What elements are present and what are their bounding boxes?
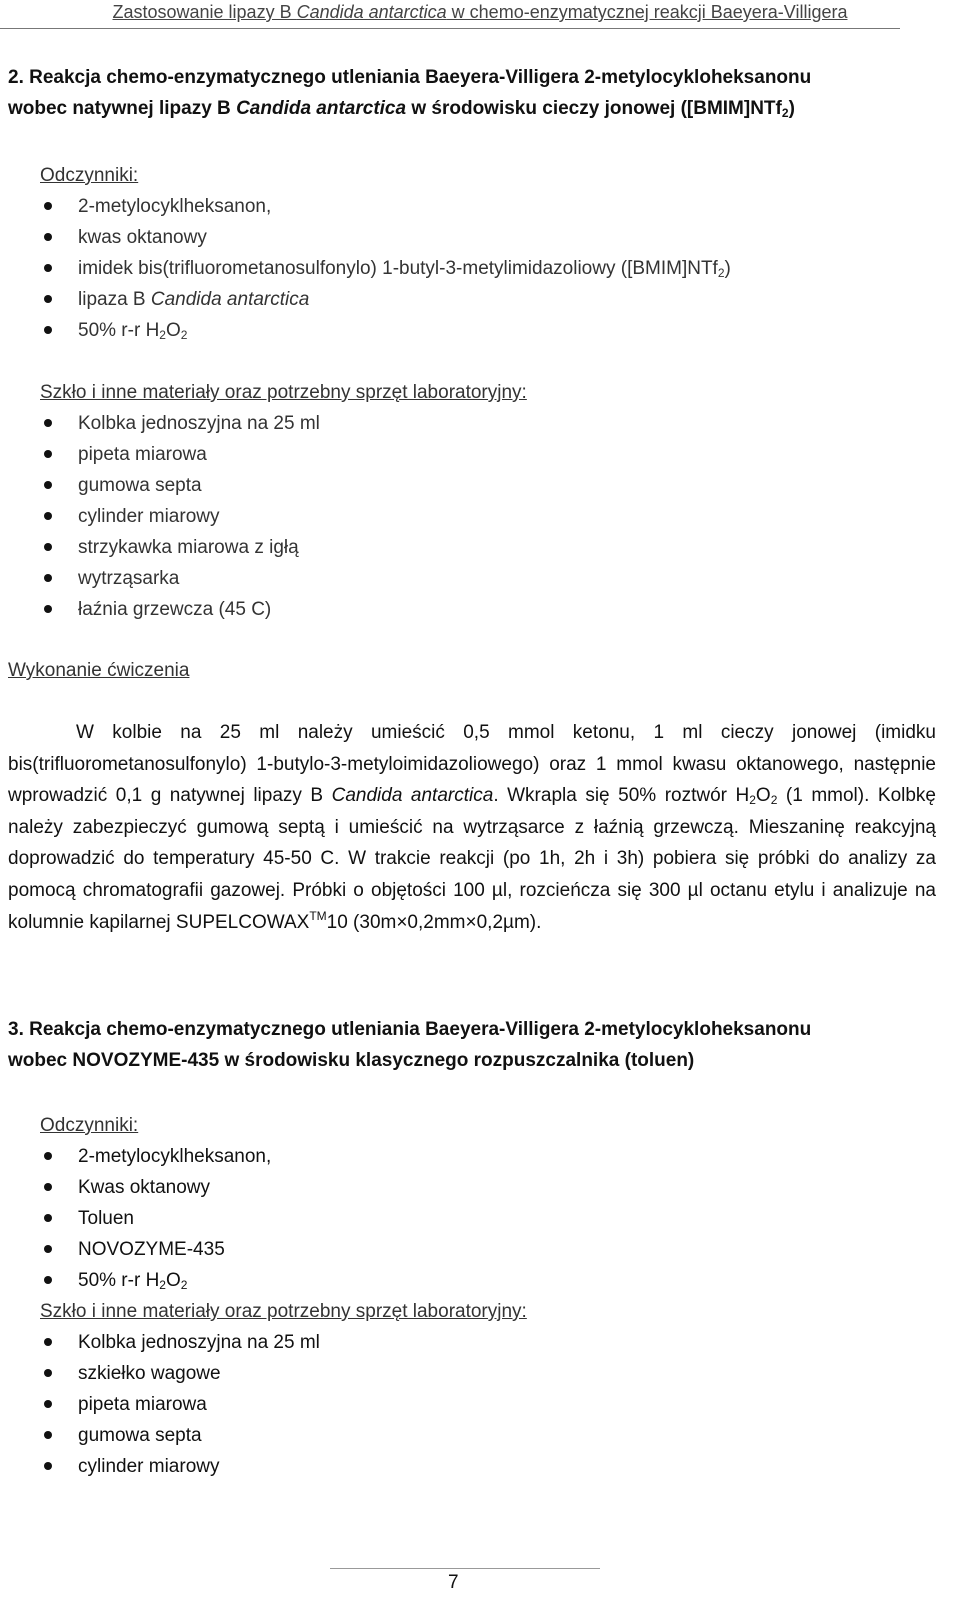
section-2-reagents [40, 160, 960, 346]
item-text [78, 258, 731, 279]
section-3-title-line1: 3. Reakcja chemo-enzymatycznego utleniania Baeyera-Villigera 2-metylocykloheksanonu [8, 1019, 812, 1040]
list-item [8, 1141, 960, 1172]
header-text-end: w chemo-enzymatycznej reakcji Baeyera-Villigera [446, 2, 848, 22]
equipment-list [8, 1327, 960, 1482]
item-sub: 2 [159, 1278, 166, 1292]
reagents-list [8, 1141, 960, 1296]
section-2-title [8, 62, 938, 124]
reagents-heading: Odczynniki: [40, 165, 139, 186]
bullet-icon [44, 605, 52, 613]
item-italic: Candida antarctica [150, 289, 310, 310]
item-text: cylinder miarowy [78, 506, 220, 527]
item-text: gumowa septa [78, 1425, 202, 1446]
item-text: kwas oktanowy [78, 227, 207, 248]
header-text: Zastosowanie lipazy B [112, 2, 297, 22]
item-text [78, 1270, 187, 1291]
list-item [8, 1389, 960, 1420]
bullet-icon [44, 450, 52, 458]
para-part: O [755, 785, 771, 807]
equipment-heading: Szkło i inne materiały oraz potrzebny sprzęt laboratoryjny: [40, 1301, 527, 1322]
item-text: wytrząsarka [78, 568, 180, 589]
item-sub: 2 [717, 266, 725, 280]
bullet-icon [44, 543, 52, 551]
list-item [8, 1265, 960, 1296]
title-italic: Candida antarctica [236, 98, 407, 119]
bullet-icon [44, 419, 52, 427]
item-part: O [165, 1270, 181, 1291]
list-item [8, 408, 960, 439]
reagents-list [8, 191, 960, 346]
section-2-equipment [40, 377, 960, 625]
item-text: cylinder miarowy [78, 1456, 220, 1477]
bullet-icon [44, 1400, 52, 1408]
title-part: w środowisku cieczy jonowej ([BMIM]NTf [406, 98, 782, 119]
section-2 [8, 62, 938, 124]
item-text: Kolbka jednoszyjna na 25 ml [78, 1332, 320, 1353]
page-number: 7 [448, 1572, 459, 1593]
item-part: ) [724, 258, 731, 279]
running-header [0, 0, 960, 24]
item-text: Kwas oktanowy [78, 1177, 211, 1198]
procedure-paragraph [8, 717, 936, 938]
section-3-title [8, 1014, 938, 1076]
item-part: 50% r-r H [78, 1270, 160, 1291]
header-italic: Candida antarctica [296, 2, 447, 22]
bullet-icon [44, 512, 52, 520]
bullet-icon [44, 202, 52, 210]
item-text: szkiełko wagowe [78, 1363, 221, 1384]
list-item [8, 191, 960, 222]
section-3 [8, 1014, 938, 1076]
section-3-equipment [40, 1296, 960, 1482]
item-text [78, 320, 187, 341]
para-part: 10 (30m×0,2mm×0,2µm). [326, 911, 542, 933]
item-text: pipeta miarowa [78, 1394, 207, 1415]
para-part: W kolbie na 25 ml należy umieścić 0,5 mmol ketonu, 1 ml cieczy jonowej (imidku bis(trifluorometanosulfonylo) 1-butylo-3-metyloimidazoliowego) oraz 1 mmol kwasu oktanowego, następnie wprowadzić 0,1 g natywnej lipazy B [8, 722, 936, 807]
bullet-icon [44, 1462, 52, 1470]
item-text: NOVOZYME-435 [78, 1239, 225, 1260]
bullet-icon [44, 481, 52, 489]
list-item [8, 470, 960, 501]
item-part: 50% r-r H [78, 320, 160, 341]
bullet-icon [44, 1245, 52, 1253]
para-sup: TM [309, 908, 327, 923]
section-2-procedure [8, 655, 938, 686]
equipment-list [8, 408, 960, 625]
bullet-icon [44, 1152, 52, 1160]
bullet-icon [44, 1431, 52, 1439]
title-part: wobec natywnej lipazy B [8, 98, 237, 119]
list-item [8, 1203, 960, 1234]
section-2-procedure-text [8, 717, 938, 938]
list-item [8, 1358, 960, 1389]
item-part: O [165, 320, 181, 341]
item-sub: 2 [180, 1278, 188, 1292]
list-item [8, 1327, 960, 1358]
item-text: Toluen [78, 1208, 134, 1229]
item-text: 2-metylocyklheksanon, [78, 196, 272, 217]
para-sub: 2 [749, 793, 756, 808]
item-sub: 2 [159, 328, 166, 342]
bullet-icon [44, 233, 52, 241]
bullet-icon [44, 1369, 52, 1377]
para-sub: 2 [770, 793, 778, 808]
item-part: imidek bis(trifluorometanosulfonylo) 1-butyl-3-metylimidazoliowy ([BMIM]NTf [78, 258, 718, 279]
bullet-icon [44, 1183, 52, 1191]
item-text: pipeta miarowa [78, 444, 207, 465]
list-item [8, 222, 960, 253]
reagents-heading: Odczynniki: [40, 1115, 139, 1136]
bullet-icon [44, 574, 52, 582]
para-italic: Candida antarctica [331, 785, 494, 807]
bullet-icon [44, 1214, 52, 1222]
list-item [8, 1172, 960, 1203]
title-part: ) [788, 98, 795, 119]
section-2-title-line2 [8, 93, 938, 124]
item-text: gumowa septa [78, 475, 202, 496]
item-text: strzykawka miarowa z igłą [78, 537, 299, 558]
list-item [8, 532, 960, 563]
item-text: łaźnia grzewcza (45 C) [78, 599, 272, 620]
title-sub: 2 [781, 106, 789, 120]
header-rule [0, 28, 900, 29]
item-text: 2-metylocyklheksanon, [78, 1146, 272, 1167]
footer-rule [330, 1568, 600, 1569]
list-item [8, 315, 960, 346]
section-2-title-line1: 2. Reakcja chemo-enzymatycznego utleniania Baeyera-Villigera 2-metylocykloheksanonu [8, 67, 812, 88]
procedure-heading: Wykonanie ćwiczenia [8, 660, 190, 681]
list-item [8, 594, 960, 625]
bullet-icon [44, 1276, 52, 1284]
section-3-reagents [40, 1110, 960, 1296]
item-text: Kolbka jednoszyjna na 25 ml [78, 413, 320, 434]
list-item [8, 1451, 960, 1482]
list-item [8, 1420, 960, 1451]
bullet-icon [44, 264, 52, 272]
section-3-title-line2: wobec NOVOZYME-435 w środowisku klasycznego rozpuszczalnika (toluen) [8, 1050, 695, 1071]
bullet-icon [44, 326, 52, 334]
para-part: (1 mmol). Kolbkę należy zabezpieczyć gumową septą i umieścić na wytrząsarce z łaźnią grzewczą. Mieszaninę reakcyjną doprowadzić do temperatury 45-50 C. W trakcie reakcji (po 1h, 2h i 3h) pobiera się próbki do analizy za pomocą chromatografii gazowej. Próbki o objętości 100 µl, rozcieńcza się 300 µl octanu etylu i analizuje na kolumnie kapilarnej SUPELCOWAX [8, 785, 937, 933]
list-item [8, 1234, 960, 1265]
bullet-icon [44, 1338, 52, 1346]
item-sub: 2 [180, 328, 188, 342]
list-item [8, 563, 960, 594]
item-text [78, 289, 309, 310]
para-part: . Wkrapla się 50% roztwór H [493, 785, 750, 807]
list-item [8, 253, 960, 284]
list-item [8, 501, 960, 532]
equipment-heading: Szkło i inne materiały oraz potrzebny sprzęt laboratoryjny: [40, 382, 527, 403]
bullet-icon [44, 295, 52, 303]
item-part: lipaza B [78, 289, 151, 310]
list-item [8, 439, 960, 470]
list-item [8, 284, 960, 315]
